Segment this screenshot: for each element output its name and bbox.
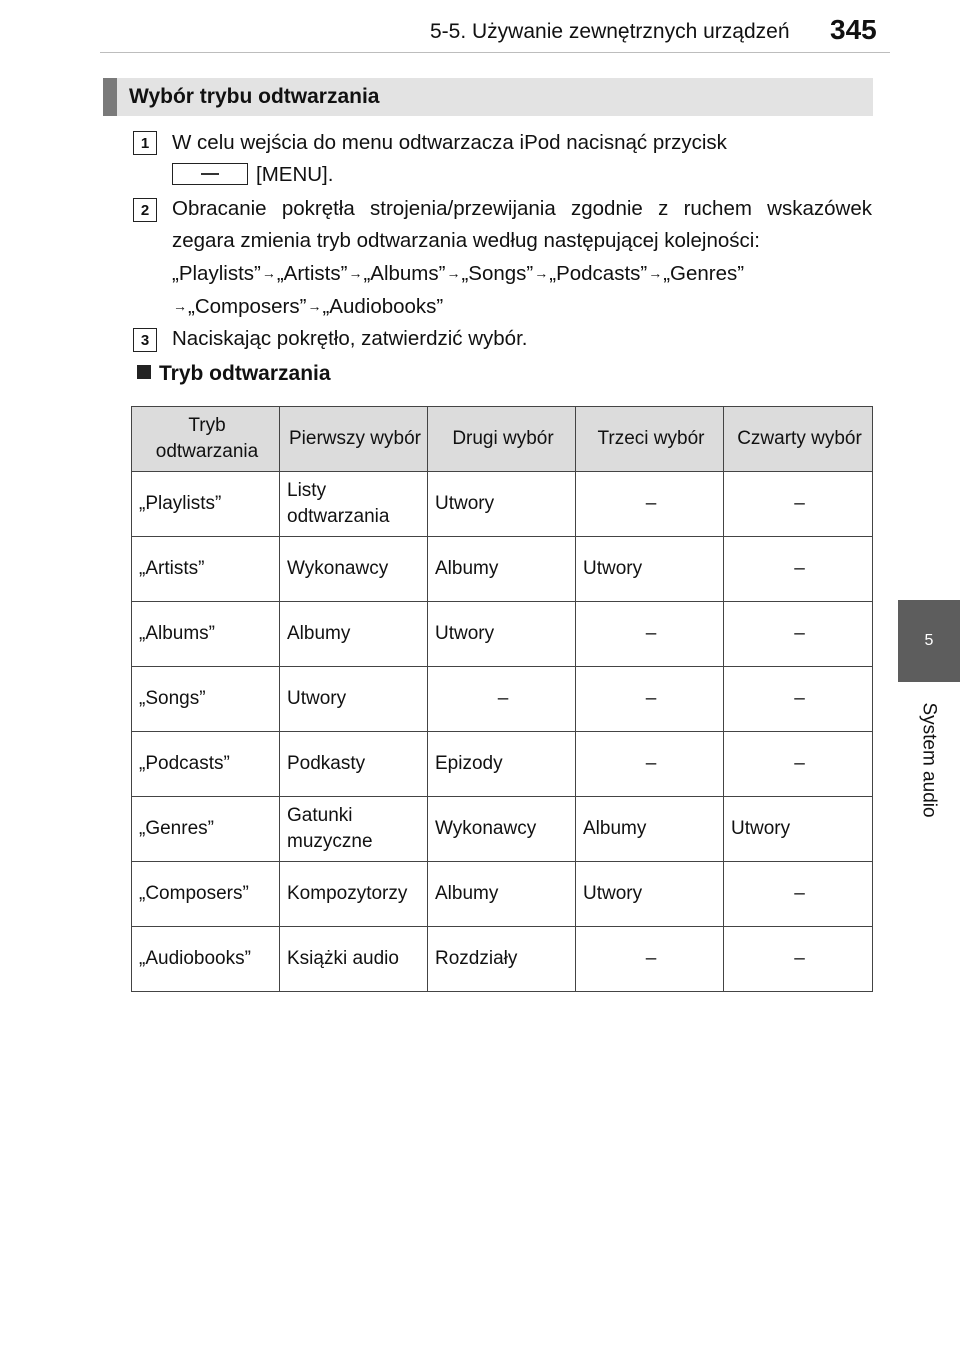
step-badge-2: 2 [133,198,157,222]
table-cell: – [724,472,873,537]
order-item: „Podcasts” [549,262,648,285]
table-cell: Listy odtwarzania [280,472,428,537]
running-header: 5-5. Używanie zewnętrznych urządzeń [430,20,790,43]
table-row [132,732,873,797]
table-cell: – [428,667,576,732]
step-1-text [172,127,872,191]
table-row [132,472,873,537]
step-3-text: Naciskając pokrętło, zatwierdzić wybór. [172,327,528,350]
table-cell: – [576,602,724,667]
table-row [132,927,873,992]
table-cell: – [576,472,724,537]
table-cell: – [724,927,873,992]
table-row [132,602,873,667]
subheading-text: Tryb odtwarzania [159,362,331,385]
arrow-right-icon: → [534,265,549,281]
column-header: Pierwszy wybór [280,407,428,472]
table-cell: – [724,732,873,797]
table-cell: Książki audio [280,927,428,992]
column-header: Trzeci wybór [576,407,724,472]
table-cell: – [724,602,873,667]
order-item: „Composers” [188,295,307,318]
table-cell: Albumy [576,797,724,862]
table-cell: „Artists” [132,537,280,602]
table-cell: Utwory [428,472,576,537]
order-item: „Albums” [363,262,446,285]
table-cell: Albumy [428,862,576,927]
table-cell: – [576,667,724,732]
arrow-right-icon: → [173,298,187,314]
playback-mode-table [131,406,873,992]
chapter-tab [898,600,960,682]
step-badge-1: 1 [133,131,157,155]
table-cell: Kompozytorzy [280,862,428,927]
section-header [103,78,873,116]
table-cell: Utwory [428,602,576,667]
menu-button-icon [172,163,248,185]
arrow-right-icon: → [261,265,276,281]
table-cell: – [576,732,724,797]
table-cell: Gatunki muzyczne [280,797,428,862]
arrow-right-icon: → [348,265,363,281]
column-header: Drugi wybór [428,407,576,472]
table-cell: „Podcasts” [132,732,280,797]
header-divider [100,52,890,53]
table-cell: Utwory [724,797,873,862]
table-cell: – [576,927,724,992]
table-cell: Albumy [428,537,576,602]
order-item: „Genres” [663,262,745,285]
table-cell: Rozdziały [428,927,576,992]
table-cell: „Composers” [132,862,280,927]
arrow-right-icon: → [446,265,461,281]
table-cell: „Albums” [132,602,280,667]
order-item: „Songs” [461,262,534,285]
mode-order [172,258,872,324]
table-cell: Wykonawcy [280,537,428,602]
chapter-number: 5 [924,632,934,649]
table-cell: Albumy [280,602,428,667]
column-header: Tryb odtwarzania [132,407,280,472]
table-cell: Utwory [576,537,724,602]
section-title: Wybór trybu odtwarzania [129,85,380,108]
square-bullet-icon [137,365,151,379]
table-cell: Utwory [280,667,428,732]
column-header: Czwarty wybór [724,407,873,472]
table-cell: Utwory [576,862,724,927]
table-row [132,537,873,602]
step-badge-3: 3 [133,328,157,352]
order-item: „Audiobooks” [322,295,444,318]
table-cell: Podkasty [280,732,428,797]
table-row [132,797,873,862]
step-2-text: Obracanie pokrętła strojenia/przewijania zgodnie z ruchem wskazówek zegara zmienia tryb odtwarzania według następującej kolejności: [172,197,872,252]
table-cell: – [724,667,873,732]
page-number: 345 [830,14,877,45]
step-1-text-after: [MENU]. [256,163,334,186]
table-cell: – [724,862,873,927]
chapter-label [898,690,960,830]
arrow-right-icon: → [307,298,322,314]
chapter-label-text: System audio [919,702,940,818]
order-item: „Playlists” [172,262,261,285]
table-row [132,667,873,732]
table-cell: „Playlists” [132,472,280,537]
table-cell: – [724,537,873,602]
order-item: „Artists” [276,262,348,285]
step-1-text-before: W celu wejścia do menu odtwarzacza iPod nacisnąć przycisk [172,131,727,154]
table-cell: Epizody [428,732,576,797]
table-cell: Wykonawcy [428,797,576,862]
arrow-right-icon: → [648,265,663,281]
table-header-row [132,407,873,472]
subheading [137,362,331,386]
table-cell: „Genres” [132,797,280,862]
table-row [132,862,873,927]
table-cell: „Audiobooks” [132,927,280,992]
table-cell: „Songs” [132,667,280,732]
